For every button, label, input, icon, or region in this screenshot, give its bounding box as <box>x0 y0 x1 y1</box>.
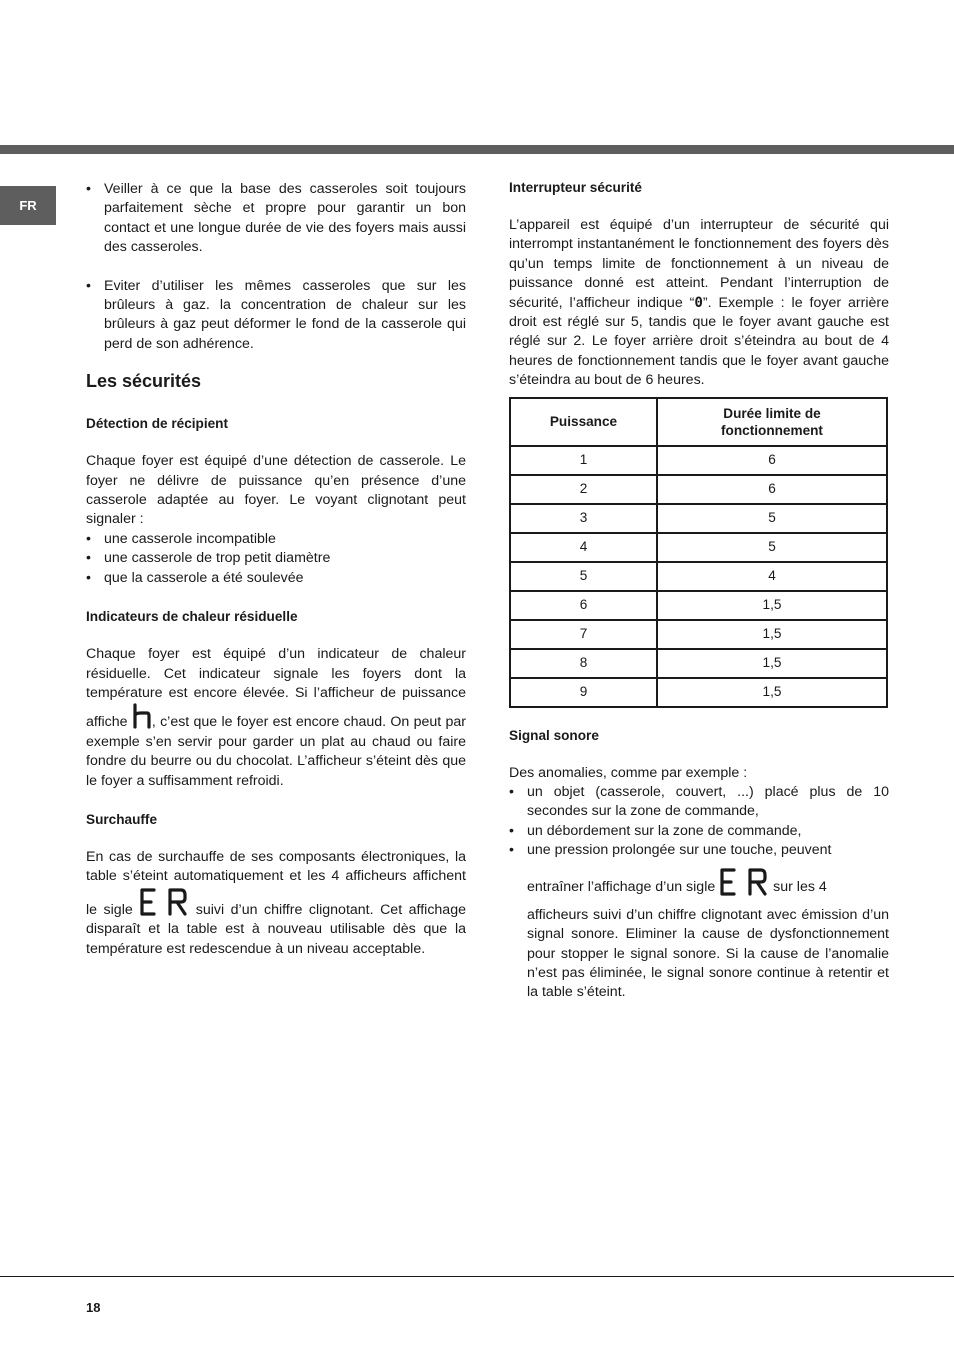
detection-text: Chaque foyer est équipé d’une détection de casserole. Le foyer ne délivre de puissance qu’en présence d’une casserole adaptée au foyer. Le voyant clignotant peut signaler : <box>86 453 466 528</box>
detection-heading: Détection de récipient <box>86 416 229 432</box>
residual-heat-heading: Indicateurs de chaleur résiduelle <box>86 609 298 625</box>
power-time-table <box>509 397 888 708</box>
list-item: • un objet (casserole, couvert, ...) placé plus de 10 secondes sur la zone de commande, <box>509 784 889 820</box>
list-item: • une casserole de trop petit diamètre <box>86 550 331 567</box>
table-row: 3 5 <box>510 504 887 533</box>
list-item: • Veiller à ce que la base des casseroles soit toujours parfaitement sèche et propre pour garantir un bon contact et une longue durée de vie des foyers mais aussi des casseroles. <box>86 181 466 256</box>
list-item: • Eviter d’utiliser les mêmes casseroles que sur les brûleurs à gaz. la concentration de chaleur sur les brûleurs à gaz peut déformer le fond de la casserole qui perd de son adhérence. <box>86 277 466 352</box>
residual-heat-text: Chaque foyer est équipé d’un indicateur de chaleur résiduelle. Cet indicateur signale les foyers dont la température est encore élevée. Si l’afficheur de puissance affiche , c’est que le foyer est encore chaud. On peut par exemple s’en servir pour garder un plat au chaud ou faire fondre du beurre ou du chocolat. L’afficheur s’éteint dès que le foyer a suffisamment refroidi. <box>86 646 466 789</box>
table-row: 2 6 <box>510 475 887 504</box>
table-row: 5 4 <box>510 562 887 591</box>
column-header: Durée limite de fonctionnement <box>657 398 887 446</box>
list-item: • un débordement sur la zone de commande, <box>509 822 802 839</box>
h-display-icon <box>132 703 152 729</box>
sound-signal-heading: Signal sonore <box>509 727 599 743</box>
table-row: 7 1,5 <box>510 620 887 649</box>
table-row: 6 1,5 <box>510 591 887 620</box>
list-item: • une casserole incompatible <box>86 530 276 547</box>
safety-switch-text: L’appareil est équipé d’un interrupteur de sécurité qui interrompt instantanément le fonctionnement des foyers dès qu’un temps limite de fonctionnement à un niveau de puissance donné est atteint. Pendant l’interruption de sécurité, l’afficheur indique “0”. Exemple : le foyer arrière droit est réglé sur 5, tandis que le foyer avant gauche est réglé sur 2. Le foyer arrière droit s’éteindra au bout de 4 heures de fonctionnement tandis que le foyer avant gauche s’éteindra au bout de 6 heures. <box>509 217 889 389</box>
header-bar <box>0 145 954 154</box>
safety-switch-heading: Interrupteur sécurité <box>509 180 642 195</box>
language-tab: FR <box>0 186 56 225</box>
left-column <box>86 180 466 959</box>
sound-signal-intro: Des anomalies, comme par exemple : <box>509 764 748 781</box>
list-item: • que la casserole a été soulevée <box>86 569 304 586</box>
page-number: 18 <box>86 1300 101 1315</box>
table-row: 4 5 <box>510 533 887 562</box>
right-column <box>509 178 889 1003</box>
section-title: Les sécurités <box>86 371 202 392</box>
table-row: 1 6 <box>510 446 887 475</box>
zero-display-glyph: 0 <box>694 294 703 311</box>
list-item: • une pression prolongée sur une touche, peuvent entraîner l’affichage d’un sigle sur les 4 afficheurs suivi d’un chiffre clignotant avec émission d’un signal sonore. Eliminer la cause de dysfonctionnement pour stopper le signal sonore. Si la cause de l’anomalie n’est pas éliminée, le signal sonore continue à retentir et la table s’éteint. <box>509 842 889 1001</box>
column-header: Puissance <box>510 398 657 446</box>
overheat-text: En cas de surchauffe de ses composants électroniques, la table s’éteint automatiquement et les 4 afficheurs affichent le sigle suivi d’un chiffre clignotant. Cet affichage disparaît et la table est à nouveau utilisable dès que la température est redescendue à un niveau acceptable. <box>86 848 466 957</box>
table-header-row <box>510 398 887 446</box>
table-row: 9 1,5 <box>510 678 887 707</box>
table-row: 8 1,5 <box>510 649 887 678</box>
overheat-heading: Surchauffe <box>86 811 158 827</box>
er-display-icon <box>719 867 769 897</box>
footer-rule <box>0 1276 954 1277</box>
er-display-icon <box>139 887 189 917</box>
